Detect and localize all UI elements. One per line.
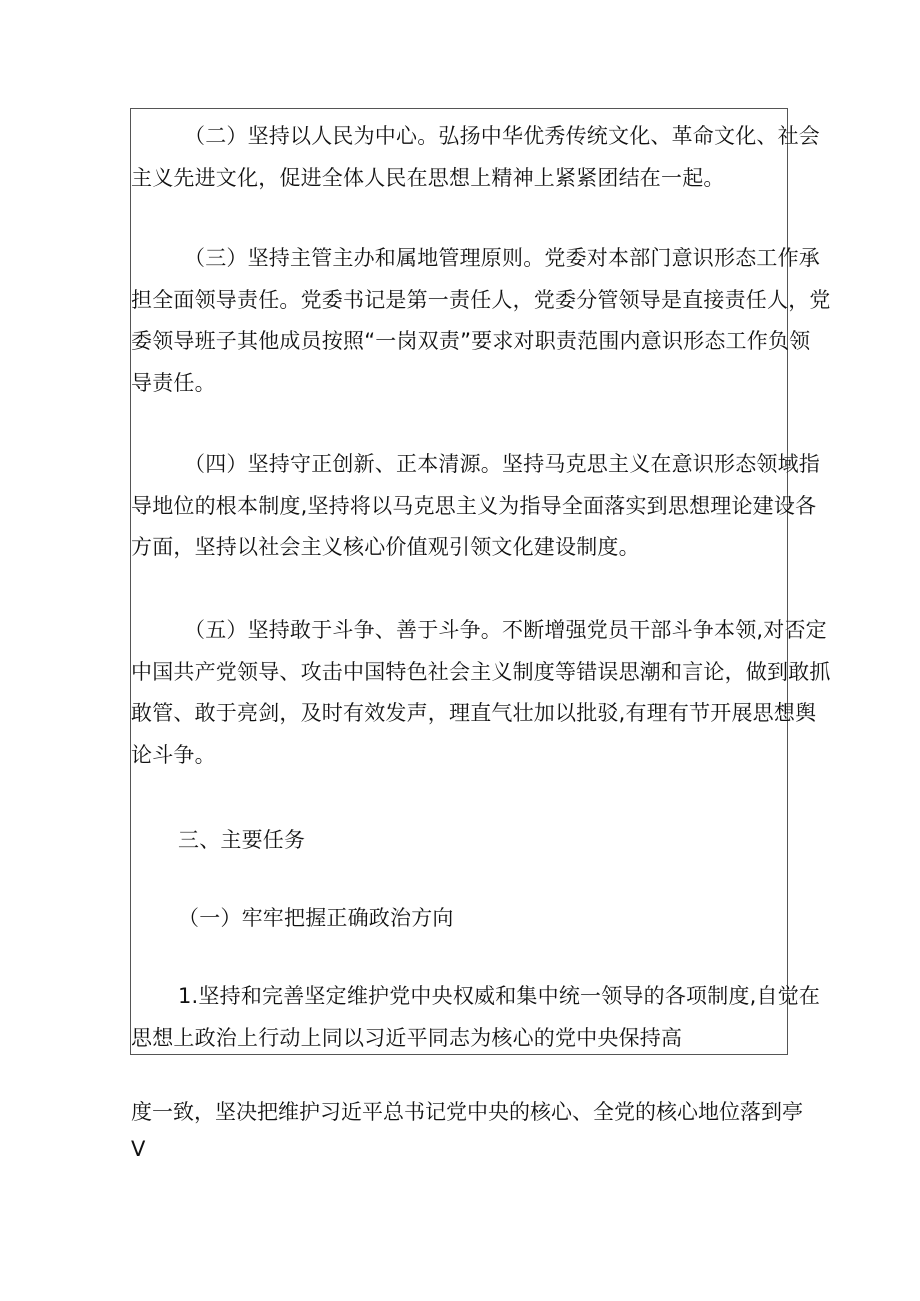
paragraph-5-line-1: （五）坚持敢于斗争、善于斗争。不断增强党员干部斗争本领,对否定	[184, 618, 827, 642]
paragraph-3-line-3: 委领导班子其他成员按照“一岗双责”要求对职责范围内意识形态工作负领	[131, 329, 811, 354]
paragraph-2	[131, 116, 820, 199]
paragraph-2-line-2: 主义先进文化，促进全体人民在思想上精神上紧紧团结在一起。	[131, 165, 725, 190]
paragraph-3-line-4: 导责任。	[131, 371, 216, 396]
paragraph-4-line-3: 方面，坚持以社会主义核心价值观引领文化建设制度。	[131, 535, 640, 560]
paragraph-4	[131, 444, 820, 569]
paragraph-4-line-1: （四）坚持守正创新、正本清源。坚持马克思主义在意识形态领域指	[184, 452, 820, 476]
paragraph-3-line-2: 担全面领导责任。党委书记是第一责任人，党委分管领导是直接责任人，党	[131, 287, 831, 312]
subheading-1-text: （一）牢牢把握正确政治方向	[178, 906, 454, 930]
section-heading-3-text: 三、主要任务	[178, 828, 306, 852]
paragraph-5-line-3: 敢管、敢于亮剑，及时有效发声，理直气壮加以批驳,有理有节开展思想舆	[131, 701, 817, 726]
continuation-text	[131, 1092, 803, 1164]
continuation-line-2: V	[131, 1136, 146, 1161]
task-item-1-line-1: 1.坚持和完善坚定维护党中央权威和集中统一领导的各项制度,自觉在	[178, 984, 821, 1008]
paragraph-5-line-4: 论斗争。	[131, 743, 216, 768]
paragraph-2-line-1: （二）坚持以人民为中心。弘扬中华优秀传统文化、革命文化、社会	[184, 124, 820, 148]
paragraph-5	[131, 610, 831, 777]
paragraph-3-line-1: （三）坚持主管主办和属地管理原则。党委对本部门意识形态工作承	[184, 246, 820, 270]
paragraph-4-line-2: 导地位的根本制度,坚持将以马克思主义为指导全面落实到思想理论建设各	[131, 493, 817, 518]
paragraph-5-line-2: 中国共产党领导、攻击中国特色社会主义制度等错误思潮和言论，做到敢抓	[131, 659, 831, 684]
continuation-line-1: 度一致，坚决把维护习近平总书记党中央的核心、全党的核心地位落到亭	[131, 1100, 803, 1124]
task-item-1	[131, 976, 820, 1059]
subheading-1	[178, 898, 454, 940]
section-heading-3	[178, 820, 305, 862]
paragraph-3	[131, 238, 831, 405]
task-item-1-line-2: 思想上政治上行动上同以习近平同志为核心的党中央保持高	[131, 1025, 683, 1050]
